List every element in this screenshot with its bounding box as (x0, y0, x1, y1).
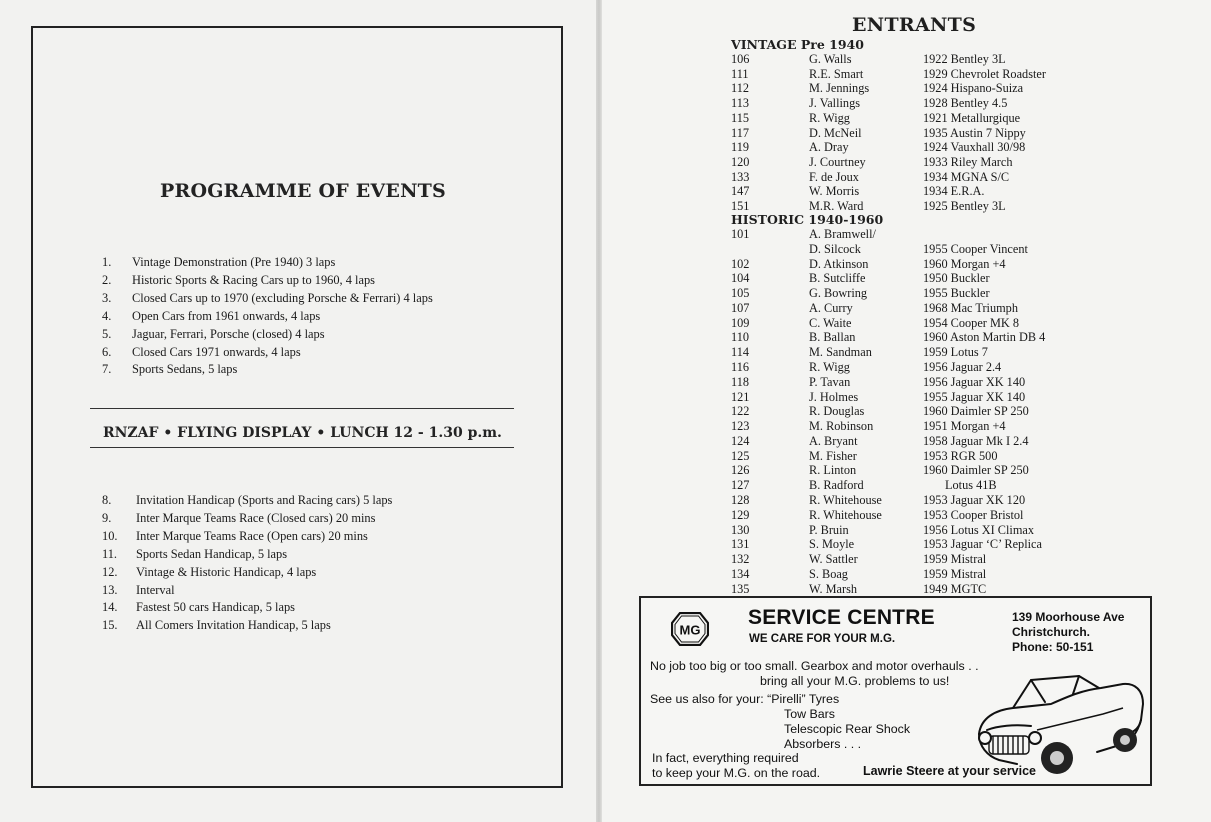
entrant-number: 121 (731, 389, 750, 404)
event-number: 14. (102, 600, 118, 615)
entrant-driver: P. Bruin (809, 522, 849, 537)
entrant-number: 118 (731, 374, 749, 389)
entrant-driver: R.E. Smart (809, 66, 864, 81)
entrant-driver: F. de Joux (809, 169, 859, 184)
entrant-driver: M. Robinson (809, 419, 874, 434)
entrant-driver: M. Jennings (809, 81, 870, 96)
entrant-number: 126 (731, 463, 750, 478)
entrant-number: 109 (731, 315, 750, 330)
entrant-car: 1959 Lotus 7 (923, 345, 988, 360)
event-text: Vintage Demonstration (Pre 1940) 3 laps (132, 255, 336, 269)
entrant-number: 119 (731, 140, 749, 155)
entrant-car: 1956 Lotus XI Climax (923, 522, 1035, 537)
event-text: Closed Cars 1971 onwards, 4 laps (132, 344, 301, 359)
entrant-driver: G. Bowring (809, 286, 868, 301)
entrant-driver: R. Whitehouse (809, 507, 882, 522)
events-list-morning (102, 254, 433, 379)
mg-midget-car-illustration (973, 668, 1149, 778)
event-number: 4. (102, 308, 112, 323)
event-text: Inter Marque Teams Race (Open cars) 20 mins (136, 528, 368, 543)
entrant-car: 1953 Cooper Bristol (923, 507, 1024, 522)
entrant-car: 1960 Daimler SP 250 (923, 463, 1029, 478)
entrant-driver: M. Sandman (809, 345, 872, 360)
advert-line-3: See us also for your: “Pirelli” Tyres (650, 692, 840, 706)
entrant-driver: R. Douglas (809, 404, 865, 419)
event-item (102, 510, 392, 528)
advert-line-5: to keep your M.G. on the road. (652, 766, 821, 780)
entrant-number: 102 (731, 256, 750, 271)
vintage-heading: VINTAGE Pre 1940 (731, 37, 864, 52)
entrant-number: 134 (731, 566, 750, 581)
entrant-driver: J. Courtney (809, 155, 866, 170)
entrant-number: 130 (731, 522, 750, 537)
entrant-car: 1950 Buckler (923, 271, 990, 286)
event-item (102, 582, 392, 600)
entrant-driver: D. Silcock (809, 241, 861, 256)
entrant-car: 1960 Morgan +4 (923, 256, 1006, 271)
entrant-number: 110 (731, 330, 749, 345)
entrant-car: 1949 MGTC (923, 581, 987, 596)
advert-address (1012, 610, 1124, 655)
event-item (102, 599, 392, 617)
entrant-number: 129 (731, 507, 750, 522)
programme-title: PROGRAMME OF EVENTS (160, 180, 446, 202)
entrants-title: ENTRANTS (852, 14, 977, 36)
entrant-number: 113 (731, 96, 749, 111)
banner-rule-top (90, 408, 514, 409)
entrant-number: 124 (731, 433, 750, 448)
advert-tagline: WE CARE FOR YOUR M.G. (749, 633, 896, 645)
entrant-car: 1958 Jaguar Mk I 2.4 (923, 433, 1029, 448)
entrant-car: 1928 Bentley 4.5 (923, 96, 1008, 111)
entrant-number: 112 (731, 81, 749, 96)
entrant-number: 135 (731, 581, 750, 596)
event-number: 5. (102, 326, 112, 341)
entrant-driver: A. Bramwell/ (809, 227, 876, 241)
event-text: Inter Marque Teams Race (Closed cars) 20 mins (136, 510, 376, 525)
entrant-car: 1956 Jaguar 2.4 (923, 360, 1002, 375)
entrant-driver: A. Curry (809, 300, 853, 315)
entrant-number: 133 (731, 169, 750, 184)
entrant-number: 151 (731, 199, 750, 214)
event-item (102, 308, 433, 326)
entrant-number: 107 (731, 300, 750, 315)
left-page (0, 0, 598, 822)
entrant-car: 1925 Bentley 3L (923, 199, 1006, 214)
entrant-car: 1956 Jaguar XK 140 (923, 374, 1026, 389)
entrant-number: 117 (731, 125, 749, 140)
entrant-car: 1924 Hispano-Suiza (923, 81, 1024, 96)
programme-frame (31, 26, 563, 788)
entrant-number: 125 (731, 448, 750, 463)
event-number: 2. (102, 272, 112, 287)
entrant-number: 114 (731, 345, 749, 360)
entrant-driver: J. Holmes (809, 389, 859, 404)
entrant-car: 1959 Mistral (923, 566, 987, 581)
entrant-number: 147 (731, 184, 750, 199)
entrant-car: 1959 Mistral (923, 552, 987, 567)
entrant-number: 105 (731, 286, 750, 301)
entrant-car: 1922 Bentley 3L (923, 52, 1006, 66)
advert-item-shock: Telescopic Rear Shock (784, 722, 911, 736)
event-text: Vintage & Historic Handicap, 4 laps (136, 564, 317, 579)
entrant-driver: J. Vallings (809, 96, 861, 111)
advert-item-tow-bars: Tow Bars (784, 707, 835, 721)
entrant-car: 1935 Austin 7 Nippy (923, 125, 1026, 140)
entrant-car: 1951 Morgan +4 (923, 419, 1006, 434)
mg-service-advert (639, 596, 1152, 786)
entrant-driver: M. Fisher (809, 448, 857, 463)
lunch-banner: RNZAF • FLYING DISPLAY • LUNCH 12 - 1.30 p.m. (103, 425, 502, 441)
entrant-number: 127 (731, 478, 750, 493)
entrant-car: 1968 Mac Triumph (923, 300, 1018, 315)
event-text: Closed Cars up to 1970 (excluding Porsche & Ferrari) 4 laps (132, 290, 433, 305)
event-item (102, 326, 433, 344)
entrant-driver: S. Moyle (809, 537, 855, 552)
entrant-driver: R. Whitehouse (809, 493, 882, 508)
entrant-driver: M.R. Ward (809, 199, 864, 214)
entrant-driver: C. Waite (809, 315, 852, 330)
banner-rule-bottom (90, 447, 514, 448)
entrant-number: 128 (731, 493, 750, 508)
entrant-driver: R. Wigg (809, 360, 850, 375)
entrant-number: 132 (731, 552, 750, 567)
event-number: 8. (102, 493, 112, 507)
entrant-number: 120 (731, 155, 750, 170)
entrant-number: 106 (731, 52, 750, 66)
event-item (102, 290, 433, 308)
entrant-driver: B. Radford (809, 478, 864, 493)
entrant-number: 123 (731, 419, 750, 434)
entrant-number: 131 (731, 537, 750, 552)
event-text: All Comers Invitation Handicap, 5 laps (136, 618, 331, 633)
entrant-car: 1933 Riley March (923, 155, 1013, 170)
page-fold (596, 0, 602, 822)
event-item (102, 617, 392, 635)
entrant-driver: D. Atkinson (809, 256, 869, 271)
advert-line-4: In fact, everything required (652, 751, 799, 765)
events-list-afternoon (102, 492, 392, 635)
event-item (102, 344, 433, 362)
entrant-car: 1929 Chevrolet Roadster (923, 66, 1046, 81)
entrant-number: 116 (731, 360, 749, 375)
event-item (102, 361, 433, 379)
entrant-number: 104 (731, 271, 750, 286)
entrant-driver: A. Dray (809, 140, 849, 155)
advert-line-1: No job too big or too small. Gearbox and motor overhauls . . (650, 659, 979, 673)
event-number: 13. (102, 582, 118, 597)
mg-logo-icon (671, 612, 709, 646)
entrant-car: 1953 Jaguar XK 120 (923, 493, 1026, 508)
event-number: 3. (102, 290, 112, 305)
entrant-driver: W. Morris (809, 184, 860, 199)
event-number: 1. (102, 255, 112, 269)
entrant-driver: G. Walls (809, 52, 852, 66)
event-text: Historic Sports & Racing Cars up to 1960, 4 laps (132, 272, 375, 287)
address-city: Christchurch. (1012, 625, 1091, 639)
entrant-driver: R. Wigg (809, 110, 850, 125)
entrant-car: 1954 Cooper MK 8 (923, 315, 1019, 330)
event-text: Open Cars from 1961 onwards, 4 laps (132, 308, 321, 323)
address-street: 139 Moorhouse Ave (1012, 610, 1125, 624)
historic-heading: HISTORIC 1940-1960 (731, 212, 884, 227)
entrant-driver: S. Boag (809, 566, 848, 581)
event-text: Fastest 50 cars Handicap, 5 laps (136, 600, 295, 615)
event-item (102, 272, 433, 290)
entrant-number: 115 (731, 110, 749, 125)
address-phone: Phone: 50-151 (1012, 640, 1094, 654)
event-number: 12. (102, 564, 118, 579)
entrant-number: 122 (731, 404, 750, 419)
event-number: 6. (102, 344, 112, 359)
entrant-number: 101 (731, 227, 750, 241)
entrant-driver: P. Tavan (809, 374, 851, 389)
entrant-car: 1955 Buckler (923, 286, 990, 301)
entrant-car: 1924 Vauxhall 30/98 (923, 140, 1026, 155)
entrant-car: Lotus 41B (945, 478, 997, 493)
event-number: 7. (102, 362, 112, 377)
entrant-driver: B. Ballan (809, 330, 856, 345)
entrant-car: 1955 Jaguar XK 140 (923, 389, 1026, 404)
event-number: 11. (102, 546, 118, 561)
entrant-driver: B. Sutcliffe (809, 271, 866, 286)
mg-logo-text: MG (679, 622, 701, 638)
event-text: Jaguar, Ferrari, Porsche (closed) 4 laps (132, 326, 325, 341)
entrant-driver: D. McNeil (809, 125, 862, 140)
entrant-car: 1921 Metallurgique (923, 110, 1021, 125)
entrant-car: 1953 Jaguar ‘C’ Replica (923, 537, 1042, 552)
event-text: Sports Sedan Handicap, 5 laps (136, 546, 288, 561)
event-number: 10. (102, 528, 118, 543)
advert-signoff: Lawrie Steere at your service (863, 764, 1037, 778)
entrant-driver: W. Sattler (809, 552, 858, 567)
entrant-car: 1960 Daimler SP 250 (923, 404, 1029, 419)
advert-line-2: bring all your M.G. problems to us! (760, 674, 950, 688)
entrant-car: 1934 MGNA S/C (923, 169, 1010, 184)
event-text: Interval (136, 582, 175, 597)
entrant-driver: A. Bryant (809, 433, 858, 448)
event-number: 9. (102, 510, 112, 525)
event-item (102, 528, 392, 546)
entrant-driver: W. Marsh (809, 581, 858, 596)
event-item (102, 564, 392, 582)
entrant-car: 1955 Cooper Vincent (923, 241, 1028, 256)
entrant-number: 111 (731, 66, 749, 81)
event-text: Invitation Handicap (Sports and Racing cars) 5 laps (136, 493, 393, 507)
entrant-car: 1934 E.R.A. (923, 184, 985, 199)
entrant-car: 1953 RGR 500 (923, 448, 998, 463)
event-item (102, 546, 392, 564)
entrant-driver: R. Linton (809, 463, 857, 478)
event-item (102, 254, 433, 272)
event-item (102, 492, 392, 510)
entrant-car: 1960 Aston Martin DB 4 (923, 330, 1046, 345)
event-number: 15. (102, 618, 118, 633)
advert-item-absorbers: Absorbers . . . (784, 737, 862, 751)
event-text: Sports Sedans, 5 laps (132, 362, 238, 377)
advert-title: SERVICE CENTRE (748, 606, 935, 629)
